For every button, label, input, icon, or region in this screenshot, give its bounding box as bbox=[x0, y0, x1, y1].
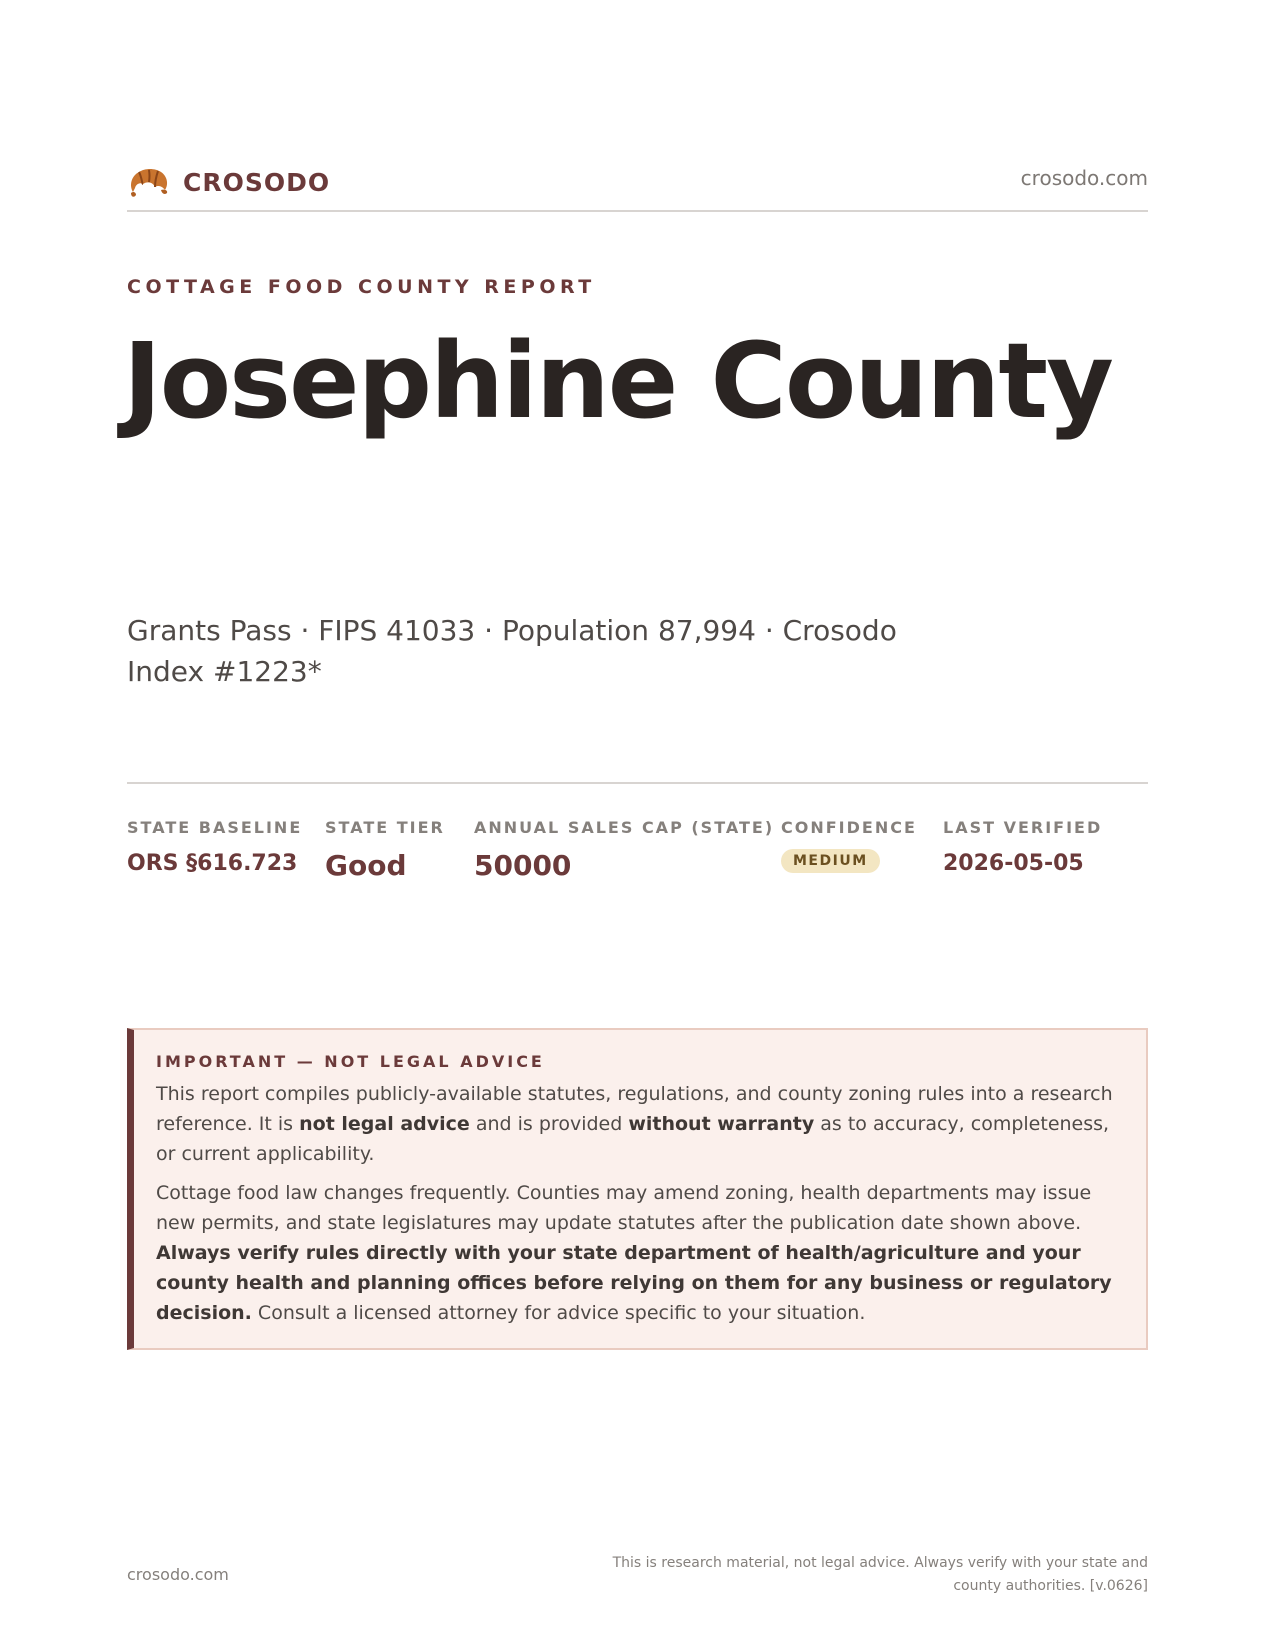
divider bbox=[127, 782, 1148, 784]
notice-paragraph bbox=[156, 1079, 1124, 1169]
site-link[interactable]: crosodo.com bbox=[1020, 166, 1148, 190]
footer-site-link[interactable]: crosodo.com bbox=[127, 1565, 229, 1584]
notice-paragraph bbox=[156, 1178, 1124, 1328]
notice-text: This report compiles publicly-available statutes, regulations, and county zoning rules into a research reference. It is bbox=[156, 1083, 1113, 1135]
report-subtitle: Grants Pass · FIPS 41033 · Population 87,994 · Crosodo Index #1223* bbox=[127, 614, 897, 688]
stat-value: ORS §616.723 bbox=[127, 851, 298, 876]
legal-notice bbox=[127, 1028, 1148, 1350]
notice-text: Cottage food law changes frequently. Counties may amend zoning, health departments may issue new permits, and state legislatures may update statutes after the publication date shown above. bbox=[156, 1182, 1092, 1234]
stat-annual-sales-cap bbox=[474, 818, 774, 882]
stat-confidence bbox=[781, 818, 917, 873]
notice-title: IMPORTANT — NOT LEGAL ADVICE bbox=[156, 1052, 545, 1071]
notice-text: Consult a licensed attorney for advice specific to your situation. bbox=[251, 1302, 866, 1324]
notice-text: and is provided bbox=[469, 1113, 629, 1135]
page-header bbox=[127, 158, 1148, 212]
report-eyebrow: COTTAGE FOOD COUNTY REPORT bbox=[127, 276, 596, 298]
croissant-icon bbox=[127, 162, 171, 202]
stat-label: STATE BASELINE bbox=[127, 818, 303, 837]
report-page bbox=[123, 0, 1148, 1650]
footer-disclaimer: This is research material, not legal advice. Always verify with your state and county authorities. [v.0626] bbox=[612, 1555, 1148, 1594]
stat-value: Good bbox=[325, 849, 407, 882]
brand bbox=[127, 162, 330, 202]
stat-label: ANNUAL SALES CAP (STATE) bbox=[474, 818, 775, 837]
confidence-badge: MEDIUM bbox=[781, 849, 880, 873]
stat-state-baseline bbox=[127, 818, 302, 876]
notice-text: as to accuracy, completeness, or current applicability. bbox=[156, 1113, 1110, 1165]
stat-value: 50000 bbox=[474, 849, 572, 882]
notice-emphasis: not legal advice bbox=[299, 1113, 470, 1135]
stat-label: STATE TIER bbox=[325, 818, 445, 837]
notice-emphasis: without warranty bbox=[628, 1113, 815, 1135]
stat-value: 2026-05-05 bbox=[943, 851, 1084, 876]
stat-label: CONFIDENCE bbox=[781, 818, 917, 837]
page-title: Josephine County bbox=[123, 320, 1112, 442]
brand-name: CROSODO bbox=[183, 167, 331, 197]
stat-last-verified bbox=[943, 818, 1102, 876]
stat-state-tier bbox=[325, 818, 445, 882]
stat-label: LAST VERIFIED bbox=[943, 818, 1103, 837]
notice-emphasis: Always verify rules directly with your state department of health/agriculture and your county health and planning offices before relying on them for any business or regulatory decision. bbox=[156, 1242, 1112, 1324]
